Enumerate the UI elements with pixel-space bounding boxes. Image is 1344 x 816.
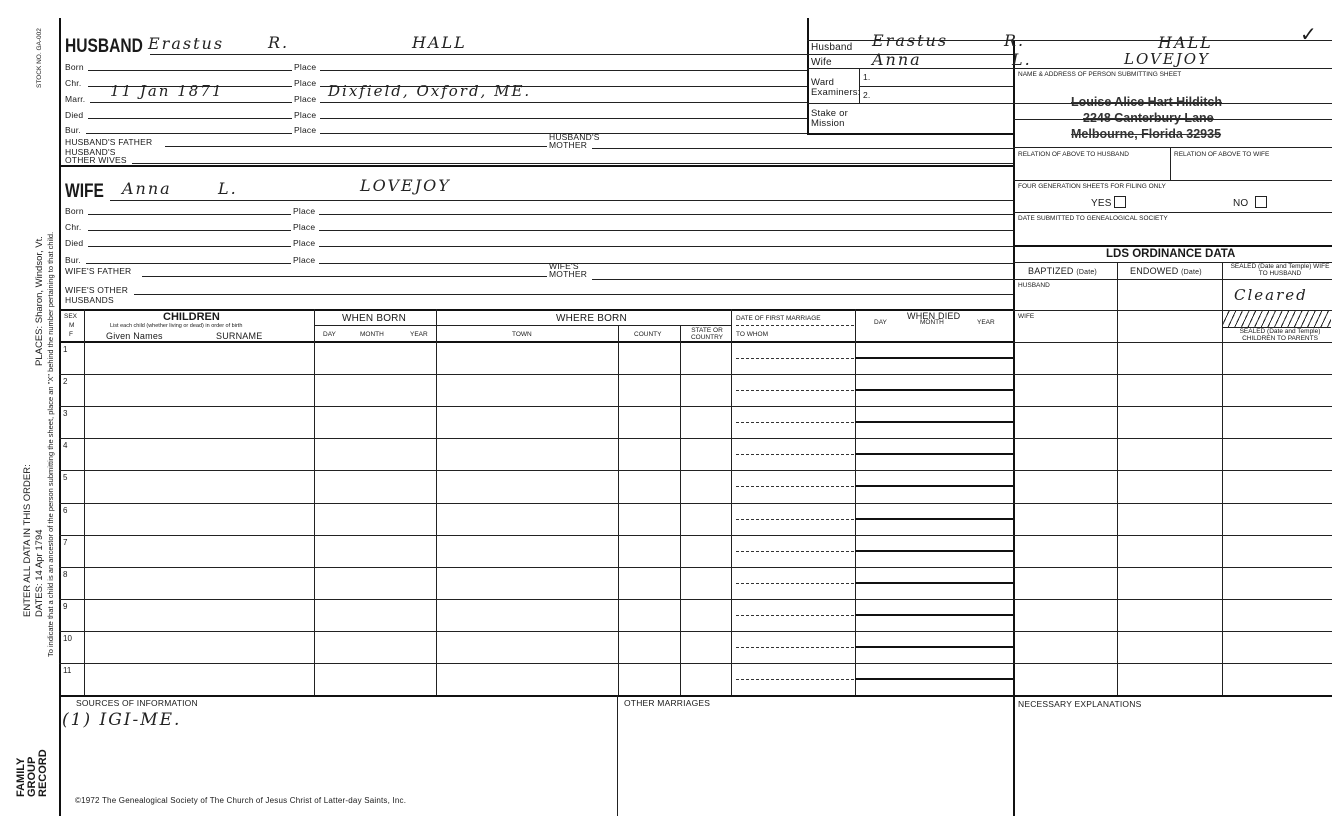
children-title: CHILDREN xyxy=(163,311,220,323)
husband-heading: HUSBAND xyxy=(65,36,143,57)
wife-born-label: Born xyxy=(65,206,84,216)
submitter-city: Melbourne, Florida 32935 xyxy=(1071,127,1222,141)
hdr-wife-label: Wife xyxy=(811,57,832,68)
sources-value[interactable]: (1) IGI-ME. xyxy=(62,710,182,730)
copyright: ©1972 The Genealogical Society of The Church of Jesus Christ of Latter-day Saints, Inc. xyxy=(75,796,407,805)
hdr-husband-given[interactable]: Erastus xyxy=(872,31,949,50)
wife-middle-initial[interactable]: L. xyxy=(218,179,238,198)
date-submitted-label: DATE SUBMITTED TO GENEALOGICAL SOCIETY xyxy=(1018,215,1168,222)
wife-born-place-label: Place xyxy=(293,206,316,216)
child-row-number: 2 xyxy=(63,377,68,387)
state-label: STATE OR COUNTRY xyxy=(690,327,724,341)
when-died-label: WHEN DIED xyxy=(907,311,961,321)
no-label: NO xyxy=(1233,198,1249,209)
where-born-label: WHERE BORN xyxy=(556,313,627,324)
endowed-text: ENDOWED xyxy=(1130,266,1179,276)
husband-given-name[interactable]: Erastus xyxy=(148,34,225,53)
county-label: COUNTY xyxy=(634,331,662,338)
yes-label: YES xyxy=(1091,198,1112,209)
husband-bur-place-label: Place xyxy=(294,125,317,135)
child-row-number: 7 xyxy=(63,537,68,547)
child-row-number: 11 xyxy=(63,666,72,675)
form-title-line-1: FAMILY xyxy=(15,757,27,797)
form-title xyxy=(16,749,49,797)
relation-husband-label: RELATION OF ABOVE TO HUSBAND xyxy=(1018,151,1129,158)
hdr-husband-surname[interactable]: HALL xyxy=(1158,33,1213,52)
endowed-date-text: (Date) xyxy=(1181,269,1202,276)
hdr-husband-middle[interactable]: R. xyxy=(1004,31,1026,50)
endowed-label xyxy=(1130,266,1202,276)
husband-middle-initial[interactable]: R. xyxy=(268,33,290,52)
enter-all-note: ENTER ALL DATA IN THIS ORDER: xyxy=(22,464,33,617)
ancestor-instruction: To indicate that a child is an ancestor of the person submitting the sheet, place an "X" behind the number pertaining to that child. xyxy=(46,231,55,657)
stake-label: Stake or Mission xyxy=(811,108,848,129)
examiners-label: Examiners: xyxy=(811,87,861,98)
submitter-label: NAME & ADDRESS OF PERSON SUBMITTING SHEET xyxy=(1018,71,1182,78)
wife-died-label: Died xyxy=(65,238,84,248)
husband-born-place-label: Place xyxy=(294,62,317,72)
hdr-wife-middle[interactable]: L. xyxy=(1012,50,1032,69)
sex-label: SEX xyxy=(64,313,78,320)
husband-father-label: HUSBAND'S FATHER xyxy=(65,137,153,147)
lds-husband-label: HUSBAND xyxy=(1018,282,1050,289)
died-month-label: MONTH xyxy=(920,319,944,326)
born-year-label: YEAR xyxy=(410,331,428,338)
husband-marr-label: Marr. xyxy=(65,94,86,104)
examiner-2: 2. xyxy=(863,90,871,100)
other-marriages-label: OTHER MARRIAGES xyxy=(624,698,711,708)
husband-marr-place-label: Place xyxy=(294,94,317,104)
wife-heading: WIFE xyxy=(65,181,104,202)
dates-note: DATES: 14 Apr 1794 xyxy=(34,529,45,617)
yes-checkbox[interactable] xyxy=(1114,196,1126,208)
born-month-label: MONTH xyxy=(360,331,384,338)
child-row-number: 6 xyxy=(63,505,68,515)
sources-label: SOURCES OF INFORMATION xyxy=(76,698,198,708)
lds-cleared[interactable]: Cleared xyxy=(1234,286,1308,304)
sealed-hatch xyxy=(1223,311,1331,328)
lds-wife-label: WIFE xyxy=(1018,313,1035,320)
husband-died-place-label: Place xyxy=(294,110,317,120)
first-marriage-label: DATE OF FIRST MARRIAGE xyxy=(736,315,821,322)
submitter-street: 2248 Canterbury Lane xyxy=(1083,111,1214,125)
hdr-wife-surname[interactable]: LOVEJOY xyxy=(1124,50,1210,68)
given-names-label: Given Names xyxy=(106,331,163,341)
ward-label: Ward xyxy=(811,77,835,88)
wife-given-name[interactable]: Anna xyxy=(122,179,172,198)
husband-chr-place-label: Place xyxy=(294,78,317,88)
surname-label: SURNAME xyxy=(216,331,263,341)
born-day-label: DAY xyxy=(323,331,336,338)
places-note: PLACES: Sharon, Windsor, Vt. xyxy=(34,236,45,366)
wife-bur-place-label: Place xyxy=(293,255,316,265)
wife-father-label: WIFE'S FATHER xyxy=(65,266,132,276)
stock-number: STOCK NO. GA-002 xyxy=(36,28,43,88)
wife-chr-label: Chr. xyxy=(65,222,82,232)
sex-m-label: M xyxy=(69,322,75,329)
wife-died-place-label: Place xyxy=(293,238,316,248)
child-row-number: 4 xyxy=(63,441,68,451)
child-row-number: 1 xyxy=(63,345,68,354)
to-whom-label: TO WHOM xyxy=(736,331,769,338)
form-title-line-2: GROUP xyxy=(26,756,38,797)
when-born-label: WHEN BORN xyxy=(342,313,407,324)
wife-chr-place-label: Place xyxy=(293,222,316,232)
wife-other-husbands-label: WIFE'S OTHER HUSBANDS xyxy=(65,285,129,305)
child-row-number: 8 xyxy=(63,569,68,579)
husband-chr-label: Chr. xyxy=(65,78,82,88)
husband-mother-label: HUSBAND'S MOTHER xyxy=(549,132,600,150)
wife-mother-label: WIFE'S MOTHER xyxy=(549,261,588,279)
husband-surname[interactable]: HALL xyxy=(412,33,467,52)
child-row-number: 9 xyxy=(63,601,68,611)
husband-marriage-place[interactable]: Dixfield, Oxford, ME. xyxy=(328,82,532,100)
four-gen-label: FOUR GENERATION SHEETS FOR FILING ONLY xyxy=(1018,183,1166,190)
child-row-number: 5 xyxy=(63,473,68,483)
died-day-label: DAY xyxy=(874,319,887,326)
examiner-1: 1. xyxy=(863,72,871,82)
check-mark: ✓ xyxy=(1300,22,1317,46)
hdr-wife-given[interactable]: Anna xyxy=(872,50,922,69)
husband-bur-label: Bur. xyxy=(65,125,81,135)
baptized-label xyxy=(1028,266,1097,276)
wife-surname[interactable]: LOVEJOY xyxy=(360,176,451,195)
relation-wife-label: RELATION OF ABOVE TO WIFE xyxy=(1174,151,1270,158)
husband-marriage-date[interactable]: 11 Jan 1871 xyxy=(110,82,224,100)
husband-other-wives-label: HUSBAND'S OTHER WIVES xyxy=(65,147,127,165)
husband-died-label: Died xyxy=(65,110,84,120)
form-title-line-3: RECORD xyxy=(37,749,49,797)
wife-bur-label: Bur. xyxy=(65,255,81,265)
hdr-husband-label: Husband xyxy=(811,42,853,53)
sex-f-label: F xyxy=(69,331,73,338)
lds-title: LDS ORDINANCE DATA xyxy=(1106,248,1236,260)
town-label: TOWN xyxy=(512,331,532,338)
children-instruction: List each child (whether living or dead) in order of birth xyxy=(110,323,243,329)
no-checkbox[interactable] xyxy=(1255,196,1267,208)
necessary-explanations-label: NECESSARY EXPLANATIONS xyxy=(1018,699,1142,709)
sealed-children-label: SEALED (Date and Temple) CHILDREN TO PARENTS xyxy=(1239,328,1321,342)
husband-born-label: Born xyxy=(65,62,84,72)
sealed-wife-label: SEALED (Date and Temple) WIFE TO HUSBAND xyxy=(1230,263,1330,277)
baptized-date-text: (Date) xyxy=(1076,269,1097,276)
child-row-number: 3 xyxy=(63,409,68,419)
child-row-number: 10 xyxy=(63,633,72,643)
submitter-name: Louise Alice Hart Hilditch xyxy=(1071,95,1222,109)
died-year-label: YEAR xyxy=(977,319,995,326)
baptized-text: BAPTIZED xyxy=(1028,266,1074,276)
